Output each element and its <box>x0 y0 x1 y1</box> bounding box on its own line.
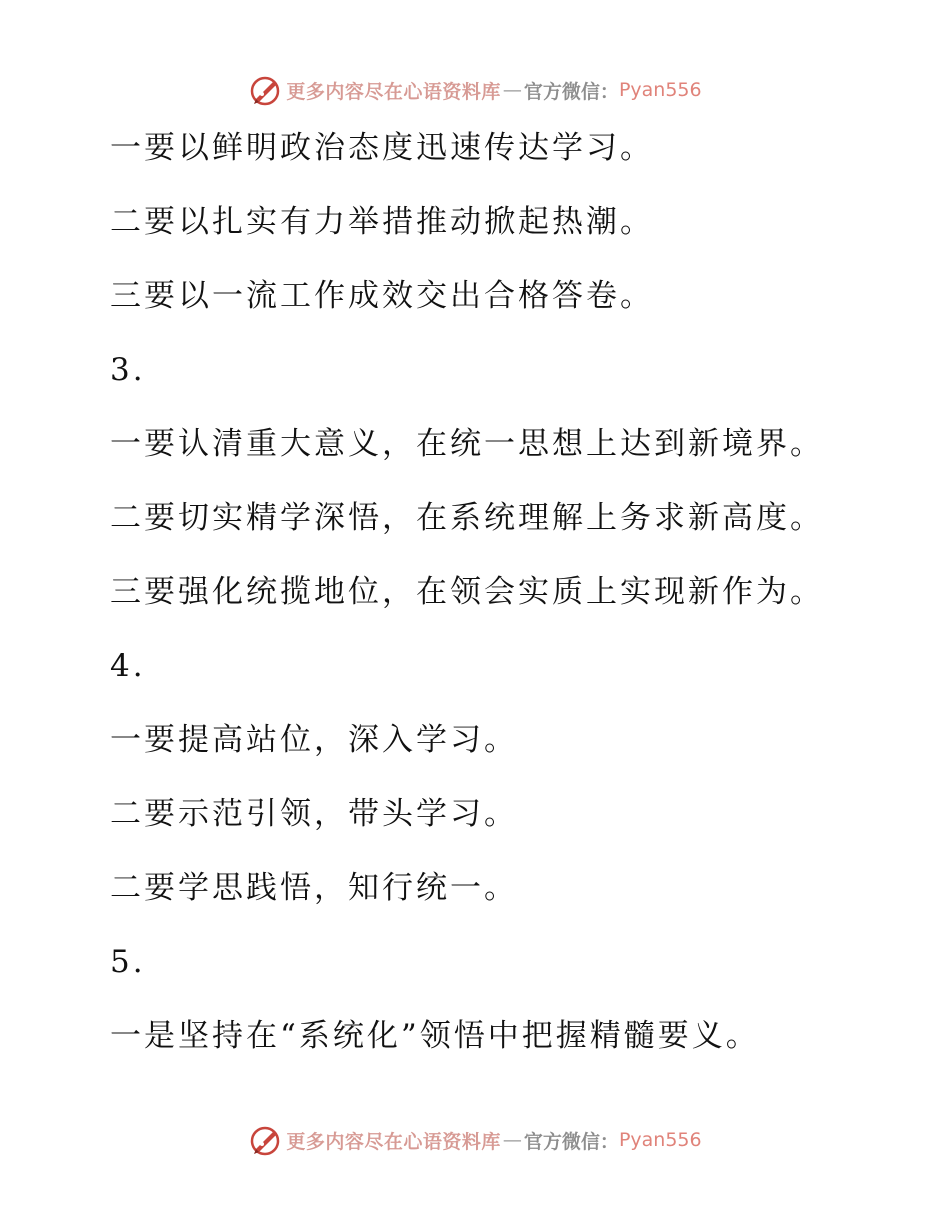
text-line: 一要提高站位，深入学习。 <box>110 722 518 758</box>
text-line: 一要以鲜明政治态度迅速传达学习。 <box>110 130 654 166</box>
watermark-wechat-id: Pyan556 <box>618 1129 702 1151</box>
text-line: 二要示范引领，带头学习。 <box>110 796 518 832</box>
text-line: 三要强化统揽地位，在领会实质上实现新作为。 <box>110 574 824 610</box>
section-number: 4. <box>110 648 146 684</box>
pen-logo-icon <box>248 1123 282 1157</box>
text-line: 一要认清重大意义，在统一思想上达到新境界。 <box>110 426 824 462</box>
watermark-dash: — <box>502 79 522 101</box>
section-number: 3. <box>110 352 146 388</box>
text-line: 二要以扎实有力举措推动掀起热潮。 <box>110 204 654 240</box>
footer-watermark <box>0 1120 950 1160</box>
header-watermark <box>0 70 950 110</box>
section-number: 5. <box>110 944 146 980</box>
watermark-subtitle: 官方微信： <box>523 1130 619 1153</box>
pen-logo-icon <box>248 73 282 107</box>
watermark-brand: 更多内容尽在心语资料库 <box>286 1130 501 1153</box>
text-line: 三要以一流工作成效交出合格答卷。 <box>110 278 654 314</box>
watermark-subtitle: 官方微信： <box>523 80 619 103</box>
watermark-brand: 更多内容尽在心语资料库 <box>286 80 501 103</box>
text-line: 一是坚持在“系统化”领悟中把握精髓要义。 <box>110 1018 760 1054</box>
text-line: 二要学思践悟，知行统一。 <box>110 870 518 906</box>
watermark-wechat-id: Pyan556 <box>618 79 702 101</box>
text-line: 二要切实精学深悟，在系统理解上务求新高度。 <box>110 500 824 536</box>
watermark-dash: — <box>502 1129 522 1151</box>
